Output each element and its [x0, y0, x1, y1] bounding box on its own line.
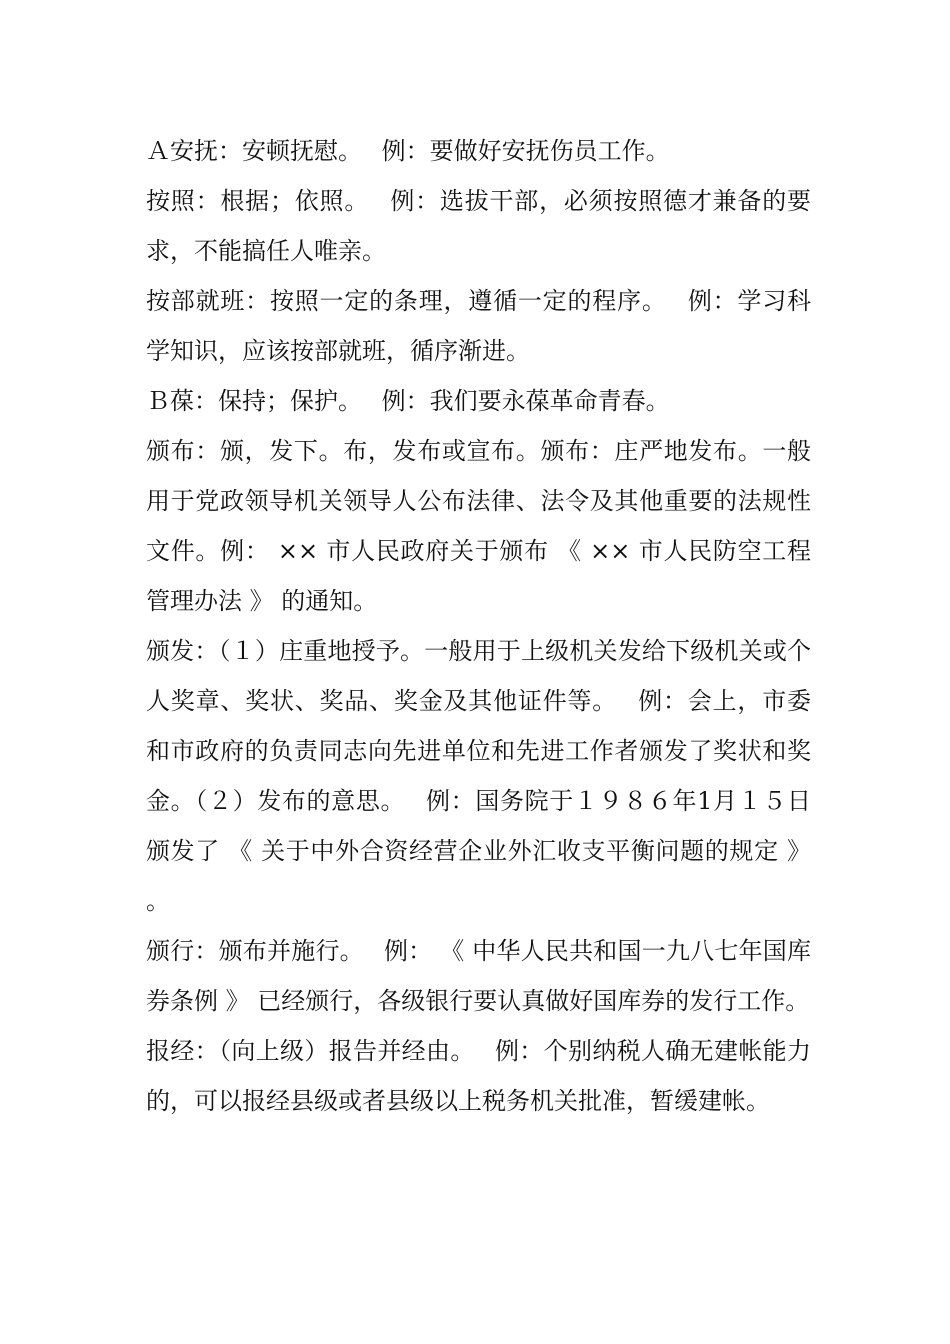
paragraph-bao: Ｂ葆：保持；保护。 例：我们要永葆革命青春。 [146, 387, 670, 415]
paragraph-baojing: 报经：（向上级）报告并经由。 例：个别纳税人确无建帐能力的，可以报经县级或者县级以上税务机关批准，暂缓建帐。 [146, 1037, 811, 1115]
paragraph-banbu: 颁布：颁，发下。布，发布或宣布。颁布：庄严地发布。一般用于党政领导机关领导人公布法律、法令及其他重要的法规性文件。例： ×× 市人民政府关于颁布 《 ×× 市人民防空工程管理办法 》 的通知。 [146, 437, 811, 615]
paragraph-anzhao: 按照：根据；依照。 例：选拔干部，必须按照德才兼备的要求，不能搞任人唯亲。 [146, 187, 811, 265]
paragraph-anbujiuban: 按部就班：按照一定的条理，遵循一定的程序。 例：学习科学知识，应该按部就班，循序渐进。 [146, 287, 811, 365]
document-body [146, 126, 819, 1126]
paragraph-banxing: 颁行：颁布并施行。 例： 《 中华人民共和国一九八七年国库券条例 》 已经颁行，各级银行要认真做好国库券的发行工作。 [146, 937, 811, 1015]
paragraph-anfu: Ａ安抚：安顿抚慰。 例：要做好安抚伤员工作。 [146, 137, 670, 165]
paragraph-banfa: 颁发：（１）庄重地授予。一般用于上级机关发给下级机关或个人奖章、奖状、奖品、奖金及其他证件等。 例：会上，市委和市政府的负责同志向先进单位和先进工作者颁发了奖状和奖金。（２）发布的意思。 例：国务院于１９８６年1月１５日颁发了 《 关于中外合资经营企业外汇收支平衡问题的规定 》 。 [146, 637, 819, 915]
